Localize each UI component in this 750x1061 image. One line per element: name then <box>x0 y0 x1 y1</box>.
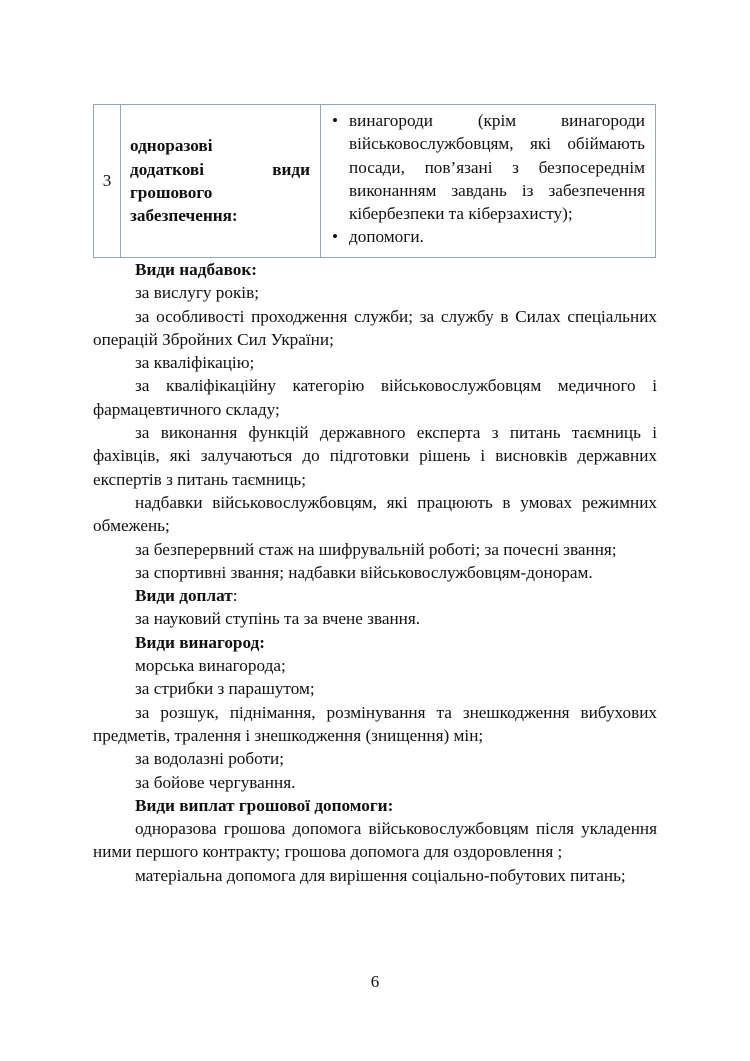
paragraph: надбавки військовослужбовцям, які працюють в умовах режимних обмежень; <box>93 492 657 536</box>
bullet-icon: • <box>332 111 339 130</box>
page-number: 6 <box>370 972 380 991</box>
section-heading: Види винагород: <box>135 632 265 652</box>
label-line: забезпечення: <box>130 206 238 226</box>
paragraph: за вислугу років; <box>135 283 259 303</box>
row-description <box>321 105 656 258</box>
label-line: грошового <box>130 183 213 202</box>
list-item-text: допомоги. <box>349 227 424 247</box>
row-label <box>121 105 321 258</box>
heading-suffix: : <box>232 586 238 606</box>
label-line-pair <box>130 158 310 181</box>
paragraph: за науковий ступінь та за вчене звання. <box>135 609 421 629</box>
paragraph: одноразова грошова допомога військовослужбовцям після укладення ними першого контракту; грошова допомога для оздоровлення ; <box>93 819 657 862</box>
description-list <box>329 109 645 249</box>
section-heading: Види виплат грошової допомоги: <box>135 795 394 815</box>
list-item <box>329 225 645 248</box>
table-row <box>94 105 656 258</box>
body-text <box>93 258 657 887</box>
label-line: одноразові <box>130 136 213 156</box>
paragraph: морська винагорода; <box>135 656 286 676</box>
paragraph: за кваліфікацію; <box>135 353 255 373</box>
row-number: 3 <box>94 105 121 258</box>
paragraph: за спортивні звання; надбавки військовослужбовцям-донорам. <box>135 562 593 582</box>
paragraph: за кваліфікаційну категорію військовослужбовцям медичного і фармацевтичного складу; <box>93 376 657 419</box>
paragraph: за водолазні роботи; <box>135 749 284 769</box>
paragraph: за розшук, піднімання, розмінування та знешкодження вибухових предметів, тралення і знешкодження (знищення) мін; <box>93 702 657 745</box>
paragraph: за виконання функцій державного експерта з питань таємниць і фахівців, які залучаються до підготовки рішень і висновків державних експертів з питань таємниць; <box>93 423 657 489</box>
paragraph: за безперервний стаж на шифрувальній роботі; за почесні звання; <box>135 539 617 559</box>
bullet-icon: • <box>332 227 339 247</box>
paragraph: матеріальна допомога для вирішення соціально-побутових питань; <box>135 865 626 885</box>
paragraph: за особливості проходження служби; за службу в Силах спеціальних операцій Збройних Сил України; <box>93 306 657 349</box>
list-item <box>329 109 645 225</box>
label-line: додаткові <box>130 159 204 179</box>
paragraph: за стрибки з парашутом; <box>135 679 315 699</box>
allowance-table <box>93 104 656 258</box>
section-heading: Види доплат <box>135 586 233 606</box>
label-line: види <box>272 159 310 179</box>
list-item-text: винагороди (крім винагороди військовослужбовцям, які обіймають посади, пов’язані з безпосереднім виконанням завдань із забезпечення кібербезпеки та кіберзахисту); <box>349 111 645 224</box>
section-heading: Види надбавок: <box>135 260 258 279</box>
paragraph: за бойове чергування. <box>135 772 296 792</box>
section-heading-line <box>93 584 657 607</box>
